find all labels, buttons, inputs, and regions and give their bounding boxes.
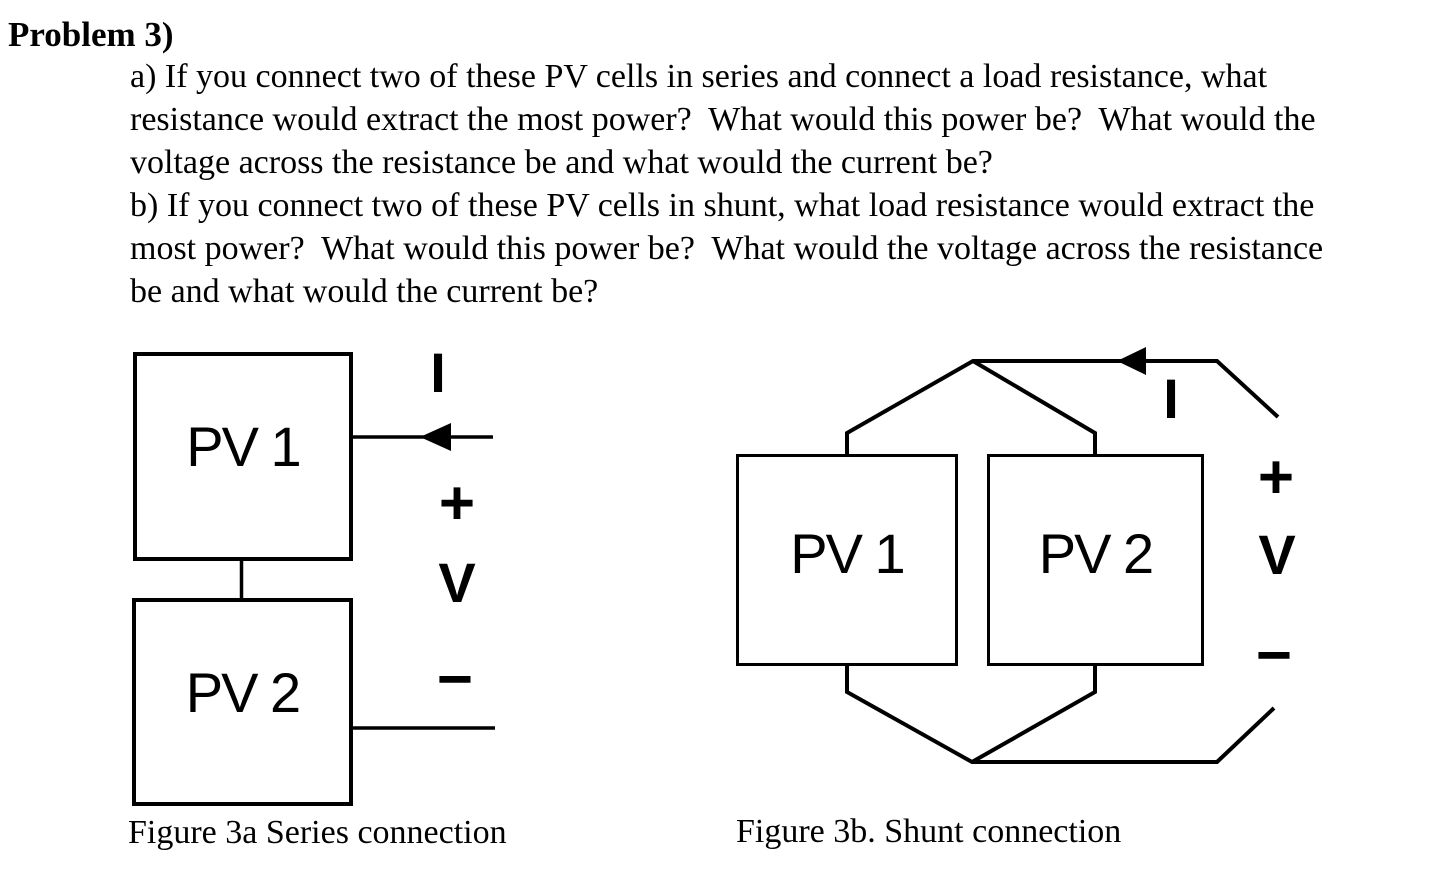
fig3b-pv1-label: PV 1 <box>790 521 904 585</box>
problem-heading: Problem 3) <box>8 15 174 54</box>
fig3b-current-arrowhead <box>1117 347 1146 375</box>
fig3a-current-arrowhead <box>420 423 451 451</box>
problem-text <box>130 55 1323 313</box>
fig3b-bottom-wire-pv2-branch <box>972 664 1095 762</box>
fig3b-top-wire-pv1-to-load <box>847 361 1278 456</box>
fig3a-voltage-label: V <box>438 550 476 614</box>
fig3a-pv2-label: PV 2 <box>185 660 300 724</box>
fig3b-bottom-wire-pv1-to-load <box>847 664 1274 762</box>
fig3a-pv1-label: PV 1 <box>186 415 300 478</box>
fig3b-pv2-label: PV 2 <box>1038 521 1153 585</box>
fig3a-plus-label: + <box>438 468 476 538</box>
fig3b-pv2-box <box>987 454 1204 666</box>
fig3a-caption: Figure 3a Series connection <box>128 814 507 851</box>
fig3b-caption: Figure 3b. Shunt connection <box>736 813 1122 850</box>
fig3b-minus-label: − <box>1255 620 1293 690</box>
fig3b-pv1-box <box>736 454 958 666</box>
problem-text-line: most power? What would this power be? What would the voltage across the resistance <box>130 230 1324 267</box>
fig3b-top-wire-pv2-branch <box>973 361 1095 456</box>
fig3b-current-label: I <box>1163 366 1179 430</box>
fig3a-current-label: I <box>430 340 446 404</box>
problem-text-line: a) If you connect two of these PV cells in series and connect a load resistance, what <box>130 58 1268 95</box>
fig3a-minus-label: − <box>436 644 474 714</box>
fig3b-plus-label: + <box>1257 442 1295 512</box>
fig3a-pv1-box <box>133 352 353 561</box>
fig3a-pv2-box <box>132 598 353 806</box>
problem-text-line: b) If you connect two of these PV cells in shunt, what load resistance would extract the <box>130 187 1315 224</box>
problem-text-line: be and what would the current be? <box>130 273 599 310</box>
problem-text-line: resistance would extract the most power? What would this power be? What would the <box>130 101 1316 138</box>
problem-text-line: voltage across the resistance be and what would the current be? <box>130 144 993 181</box>
fig3b-voltage-label: V <box>1258 522 1296 586</box>
